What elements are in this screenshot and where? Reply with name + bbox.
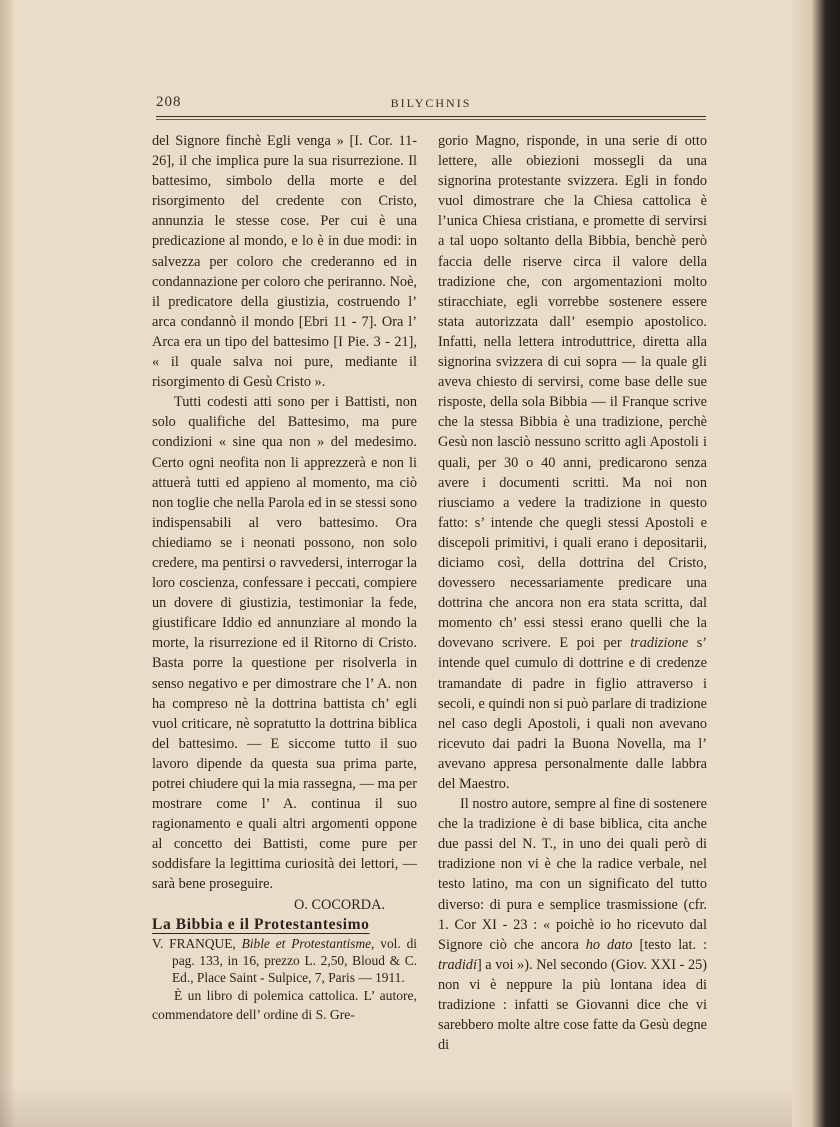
text-run: gorio Magno, risponde, in una serie di otto lettere, alle obiezioni mossegli da una signorina protestante svizzera. Egli in fondo vuol dimostrare che la Chiesa cattolica è l’unica Chiesa cristiana, e promette di servirsi a tal uopo soltanto della Bibbia, benchè però faccia delle riserve circa il valore della tradizione che, con argomentazioni molto stiracchiate, egli vorrebbe sostenere essere stata autorizzata dall’ esempio apostolico. Infatti, nella lettera introduttrice, diretta alla signorina svizzera di cui sopra — la quale gli aveva chiesto di servirsi, come base delle sue risposte, della sola Bibbia — il Franque scrive che la stessa Bibbia è una tradizione, perchè Gesù non lasciò nessuno scritto agli Apostoli i quali, per 30 o 40 anni, predicarono senza avere i documenti scritti. Ma noi non riusciamo a vedere la tradizione in questo fatto: s’ intende che quegli stessi Apostoli e discepoli primitivi, i quali erano i depositarii, diciamo così, della dottrina del Cristo, dovessero necessariamente predicare una dottrina che ancora non era stata scritta, dal momento ch’ essi stessi erano quelli che la dovevano scrivere. E poi per <box>438 133 707 652</box>
italic-term: tradidi <box>438 956 477 973</box>
paragraph: Tutti codesti atti sono per i Battisti, non solo qualifiche del Battesimo, ma pure condizioni « sine qua non » del medesimo. Certo ogni neofita non li apprezzerà e non li attuerà tutti ed appieno al momento, ma ciò non toglie che nella Parola ed in se stessi sono indispensabili al vero battesimo. Ora chiediamo se i neonati possono, non solo credere, ma pentirsi o ravvedersi, interrogar la loro coscienza, confessare i peccati, compiere un dovere di giustizia, testimoniar la fede, giustificare Iddio ed annunziare al mondo la morte, la risurrezione ed il Ritorno di Cristo. Basta porre la questione per risolverla in senso negativo e per dimostrare che l’ A. non ha compreso nè la dottrina battista ch’ egli vuol criticare, nè sopratutto la dottrina biblica del battesimo. — E siccome tutto il suo lavoro dipende da questa sua prima parte, potrei chiudere qui la mia rassegna, — ma per mostrare come l’ A. continua il suo ragionamento e quali altri argomenti oppone al concetto dei Battisti, come pure per soddisfare la legittima curiosità dei lettori, — sarà bene proseguire. <box>152 394 417 893</box>
text-run: Il nostro autore, sempre al fine di sostenere che la tradizione è di base biblica, cita anche due passi del N. T., in uno dei quali però di tradizione non vi è che la radice verbale, nel testo latino, ma con un significato del tutto diverso: di pura e semplice trasmissione (cfr. 1. Cor XI - 23 : « poichè io ho ricevuto dal Signore ciò che ancora <box>438 796 707 953</box>
italic-term: ho dato <box>585 936 633 953</box>
page-gutter <box>0 0 14 1127</box>
page-bottom-shadow <box>0 1085 840 1127</box>
biblio-title: Bible et Protestantisme, <box>241 935 375 951</box>
header-rule <box>156 116 706 117</box>
text-run: s’ intende quel cumulo di dottrine e di credenze tramandate di padre in figlio attraverso i secoli, e quindi non si può parlare di tradizione nel caso degli Apostoli, i quali non avevano ricevuto dai padri la Buona Novella, ma l’ avevano appresa personalmente dalle labbra del Maestro. <box>438 635 708 792</box>
author-signature: O. COCORDA. <box>294 896 385 913</box>
italic-term: tradizione <box>630 635 689 652</box>
paragraph <box>438 131 707 794</box>
page-number: 208 <box>156 94 182 110</box>
right-column <box>438 131 707 1055</box>
section-title: La Bibbia e il Protestantesimo <box>152 915 370 933</box>
page-header <box>156 94 706 116</box>
left-column <box>152 131 417 1024</box>
header-rule-thin <box>156 119 706 120</box>
bibliographic-entry <box>152 935 417 986</box>
biblio-author: V. FRANQUE, <box>152 935 236 951</box>
next-page-edge <box>792 0 840 1127</box>
biblio-details: vol. di pag. 133, in 16, prezzo L. 2,50, Bloud & C. Ed., Place Saint - Sulpice, 7, Paris — 1911. <box>172 935 417 985</box>
text-run: [testo lat. : <box>639 936 707 953</box>
paragraph: del Signore finchè Egli venga » [I. Cor. 11-26], il che implica pure la sua risurrezione. Il battesimo, simbolo della morte e del risorgimento del credente con Cristo, annunzia le stesse cose. Per cui è una predicazione al mondo, e lo è in due modi: in salvezza per coloro che crederanno ed in condannazione per coloro che periranno. Noè, il predicatore della giustizia, costruendo l’ arca condannò il mondo [Ebri 11 - 7]. Ora l’ Arca era un tipo del battesimo [I Pie. 3 - 21], « il quale salva noi pure, mediante il risorgimento di Gesù Cristo ». <box>152 133 417 391</box>
review-paragraph: È un libro di polemica cattolica. L’ autore, commendatore dell’ ordine di S. Gre- <box>152 987 417 1022</box>
text-run: ] a voi »). Nel secondo (Giov. XXI - 25) non vi è neppure la più lontana idea di tradizione : infatti se Giovanni dice che vi sarebbero molte altre cose fatte da Gesù degne di <box>438 956 707 1054</box>
paragraph <box>438 794 707 1055</box>
running-title: BILYCHNIS <box>390 96 472 110</box>
